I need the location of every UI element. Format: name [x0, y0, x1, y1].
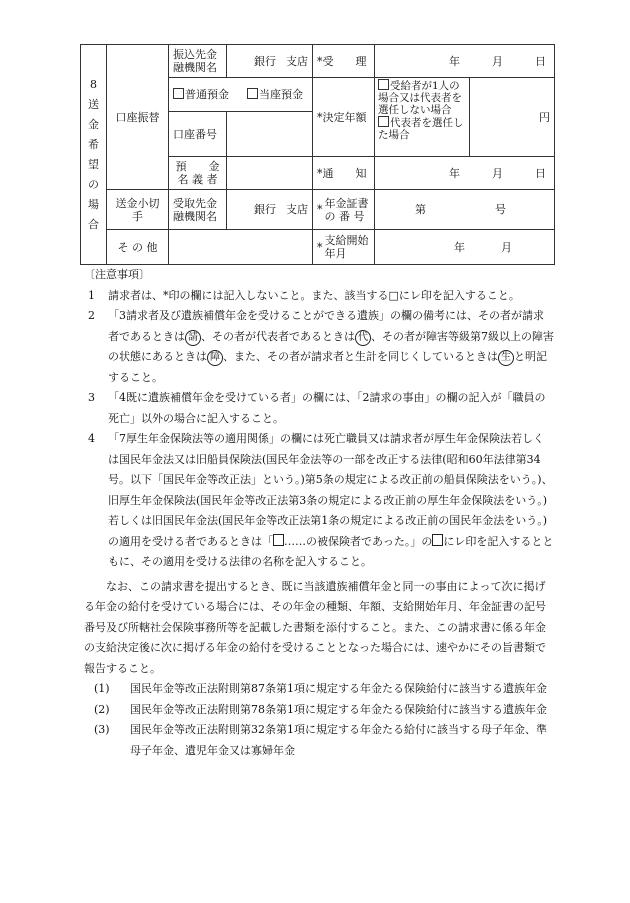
kettei-nengaku-label: *決定年額: [313, 78, 375, 157]
notes-section: [84, 265, 554, 761]
section-label-char: の: [88, 177, 99, 191]
uketori-bank-field[interactable]: [227, 190, 313, 230]
sonota-field[interactable]: [169, 230, 313, 265]
circled-sho-icon: 障: [207, 350, 223, 366]
uketsuke-label: *受 理: [313, 45, 375, 78]
nen-label: 年: [449, 54, 460, 68]
note-2: 2 「3請求者及び遺族補償年金を受けることができる遺族」の欄の備考には、その者が請求者であるときは 請 、その者が代表者であるときは 代 、その者が障害等級第7級以上の障害の状態にあるときは 障 、また、その者が請求者と生計を同じくしているときは 生 と明記すること。: [88, 309, 554, 384]
section-label-char: 場: [88, 197, 99, 211]
shikyu-kaishi-label-cell: [313, 230, 375, 265]
section-label-char: 送: [88, 97, 99, 111]
note-paragraph: なお、この請求書を提出するとき、既に当該遺族補償年金と同一の事由によって次に掲げる年金の給付を受けている場合には、その年金の種類、年額、支給開始年月、年金証書の記号番号及び所轄社会保険事務所等を記載した書類を添付すること。また、この請求書に係る年金の支給決定後に次に掲げる年金の給付を受けることとなった場合には、速やかにその旨書類で報告すること。: [84, 579, 546, 675]
option-representative[interactable]: 代表者を選任した場合: [378, 117, 464, 141]
tsuki-label: 月: [492, 54, 503, 68]
asterisk-mark: *: [317, 240, 323, 254]
koza-furikae-label: 口座振替: [107, 45, 169, 190]
section-label-char: 希: [88, 137, 99, 151]
shikyu-kaishi-label: 支給開始 年月: [324, 234, 369, 260]
circled-sei-icon: 請: [185, 330, 201, 346]
section-label-char: 望: [88, 157, 99, 171]
nenkin-shosho-label: 年金証書 の 番 号: [324, 196, 369, 223]
section-8-label: [81, 45, 107, 265]
checkbox-icon: [273, 534, 284, 546]
notes-heading: 〔注意事項〕: [84, 268, 150, 281]
ginko-label: 銀行: [254, 203, 276, 216]
hi-label: 日: [535, 54, 546, 68]
hi-label: 日: [535, 166, 546, 180]
go-label: 号: [495, 203, 506, 216]
yokin-meigi-label: 預 金 名 義 者: [169, 157, 227, 190]
nenkin-shosho-label-cell: [313, 190, 375, 230]
sonota-label: そ の 他: [107, 230, 169, 265]
yokin-meigi-field[interactable]: [227, 157, 313, 190]
shiten-label: 支店: [286, 203, 308, 216]
sub-item-2: (2) 国民年金等改正法附則第78条第1項に規定する年金たる保険給付に該当する遺族年金: [94, 702, 547, 716]
note-4: 4 「7厚生年金保険法等の適用関係」の欄には死亡職員又は請求者が厚生年金保険法若しくは国民年金法又は旧船員保険法(国民年金法等の一部を改正する法律(昭和60年法律第34号。以下「国民年金等改正法」という。)第5条の規定による改正前の船員保険法をいう。)、旧厚生年金保険法(国民年金等改正法第3条の規定による改正前の厚生年金保険法をいう。)若しくは旧国民年金法(国民年金等改正法第1条の規定による改正前の国民年金法をいう。)の適用を受ける者であるときは「 ……の被保険者であった。」の にレ印を記入するとともに、その適用を受ける法律の名称を記入すること。: [88, 432, 554, 568]
checkbox-icon[interactable]: [173, 88, 184, 99]
uketsuke-date-field: [375, 45, 555, 78]
asterisk-mark: *: [317, 203, 323, 216]
koza-bango-label: 口座番号: [169, 112, 227, 157]
nen-label: 年: [454, 240, 465, 254]
section-label-char: 合: [88, 217, 99, 231]
section-label-char: 金: [88, 117, 99, 131]
sub-item-3: (3) 国民年金等改正法附則第32条第1項に規定する年金たる給付に該当する母子年金、準母子年金、遺児年金又は寡婦年金: [94, 723, 547, 757]
kettei-nengaku-amount: [470, 78, 555, 157]
checkbox-icon: [432, 534, 443, 546]
tsuki-label: 月: [492, 166, 503, 180]
sub-item-1: (1) 国民年金等改正法附則第87条第1項に規定する年金たる保険給付に該当する遺族年金: [94, 682, 547, 695]
tsuchi-date-field: [375, 157, 555, 190]
account-type-field[interactable]: [169, 78, 313, 112]
tsuki-label: 月: [501, 240, 512, 254]
shiten-label: 支店: [286, 54, 308, 68]
remittance-form-table: [80, 44, 555, 265]
option-single[interactable]: 受給者が1人の場合又は代表者を選任しない場合: [378, 80, 462, 116]
shikyu-kaishi-date-field: [375, 230, 555, 265]
circled-sei2-icon: 生: [498, 350, 514, 366]
dai-label: 第: [415, 203, 426, 216]
circled-dai-icon: 代: [355, 330, 371, 346]
checkbox-icon[interactable]: [378, 116, 389, 127]
representative-options[interactable]: [375, 78, 470, 157]
sokin-kogitte-label: 送金小切手: [107, 190, 169, 230]
checkbox-icon[interactable]: [378, 79, 389, 90]
nen-label: 年: [449, 166, 460, 180]
furikomi-bank-field[interactable]: [227, 45, 313, 78]
koza-bango-field[interactable]: [227, 112, 313, 157]
uketori-kikan-label: 受取先金 融機関名: [169, 190, 227, 230]
furikomi-kikan-label: 振込先金 融機関名: [169, 45, 227, 78]
note-3: 3 「4既に遺族補償年金を受けている者」の欄には、「2請求の事由」の欄の記入が「職員の死亡」以外の場合に記入すること。: [88, 391, 546, 425]
futsu-option[interactable]: 普通預金: [173, 88, 229, 101]
tsuchi-label: *通 知: [313, 157, 375, 190]
checkbox-icon[interactable]: [247, 88, 258, 99]
section-label-char: 8: [90, 77, 97, 91]
toza-option[interactable]: 当座預金: [247, 88, 303, 101]
ginko-label: 銀行: [254, 54, 276, 68]
nenkin-shosho-number-field: [375, 190, 555, 230]
note-1: 1 請求者は、*印の欄には記入しないこと。また、該当する□にレ印を記入すること。: [88, 288, 520, 302]
yen-label: 円: [539, 110, 550, 124]
